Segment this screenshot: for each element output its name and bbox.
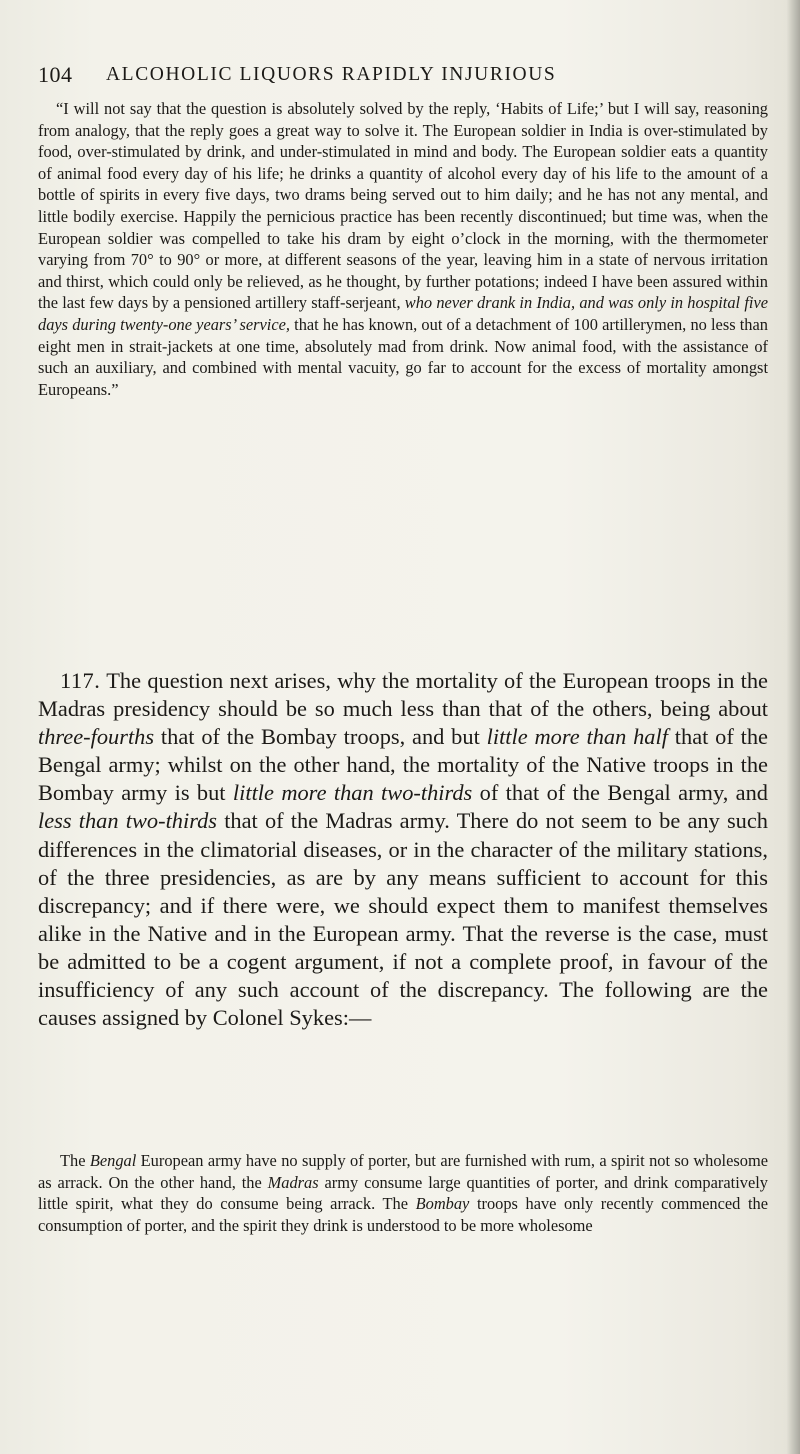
quote-italic-passage: who never drank in India, and was only in hospital five days during twenty-one years’ service,: [38, 293, 768, 334]
section-text-5: that of the Madras army. There do not seem to be any such differences in the climatorial diseases, or in the character of the military stations, of the three presidencies, as are by any means sufficient to account for this discrepancy; and if there were, we should expect them to manifest themselves alike in the Native and in the European army. That the reverse is the case, must be admitted to be a cogent argument, if not a complete proof, in favour of the insufficiency of any such account of the discrepancy. The following are the causes assigned by Colonel Sykes:—: [38, 808, 768, 1031]
page-gutter-edge: [786, 0, 800, 1454]
quotation-italic-bengal: Bengal: [89, 1151, 137, 1170]
section-number: 117.: [60, 668, 101, 693]
quotation-italic-bombay: Bombay: [415, 1194, 470, 1214]
quotation-italic-madras: Madras: [267, 1172, 319, 1192]
section-italic-4: less than two-thirds: [38, 808, 217, 834]
section-text-1: The question next arises, why the mortality of the European troops in the Madras presidency should be so much less than that of the others, being about: [38, 668, 768, 722]
section-italic-3: little more than two-thirds: [232, 780, 473, 806]
section-italic-2: little more than half: [486, 724, 668, 750]
quotation-text-3: army consume large quantities of porter, and drink comparatively little spirit, what they do consume being arrack. The: [38, 1172, 768, 1214]
quote-text-part-1: “I will not say that the question is absolutely solved by the reply, ‘Habits of Life;’ but I will say, reasoning from analogy, that the reply goes a great way to solve it. The European soldier in India is over-stimulated by food, over-stimulated by drink, and under-stimulated in mind and body. The European soldier eats a quantity of animal food every day of his life; he drinks a quantity of alcohol every day of his life to the amount of a bottle of spirits in every five days, two drams being served out to him daily; and he has not any mental, and little bodily exercise. Happily the pernicious practice has been recently discontinued; but time was, when the European soldier was compelled to take his dram by eight o’clock in the morning, with the thermometer varying from 70° to 90° or more, at different seasons of the year, leaving him in a state of nervous irritation and thirst, which could only be relieved, as he thought, by further potations; indeed I have been assured within the last few days by a pensioned artillery staff-serjeant,: [38, 99, 768, 313]
page-number: 104: [38, 62, 73, 87]
section-text-3: that of the Bengal army; whilst on the other hand, the mortality of the Native troops in the Bombay army is but: [38, 724, 768, 806]
quoted-paragraph: [38, 98, 768, 400]
section-text-2: that of the Bombay troops, and but: [160, 724, 480, 750]
quotation-text-2: European army have no supply of porter, but are furnished with rum, a spirit not so wholesome as arrack. On the other hand, the: [38, 1151, 768, 1192]
section-117-paragraph: [38, 667, 768, 1032]
section-italic-1: three-fourths: [38, 724, 155, 750]
section-text-4: of that of the Bengal army, and: [479, 780, 768, 806]
quotation-text-4: troops have only recently commenced the consumption of porter, and the spirit they drink is understood to be more wholesome: [38, 1194, 768, 1235]
sykes-quotation-paragraph: [38, 1150, 768, 1236]
running-head: ALCOHOLIC LIQUORS RAPIDLY INJURIOUS: [106, 64, 557, 85]
page-header: [38, 62, 768, 90]
quote-text-part-2: that he has known, out of a detachment of 100 artillerymen, no less than eight men in strait-jackets at one time, absolutely mad from drink. Now animal food, with the assistance of such an auxiliary, and combined with mental vacuity, go far to account for the excess of mortality amongst Europeans.”: [38, 314, 768, 399]
quotation-text-1: The: [60, 1151, 86, 1170]
